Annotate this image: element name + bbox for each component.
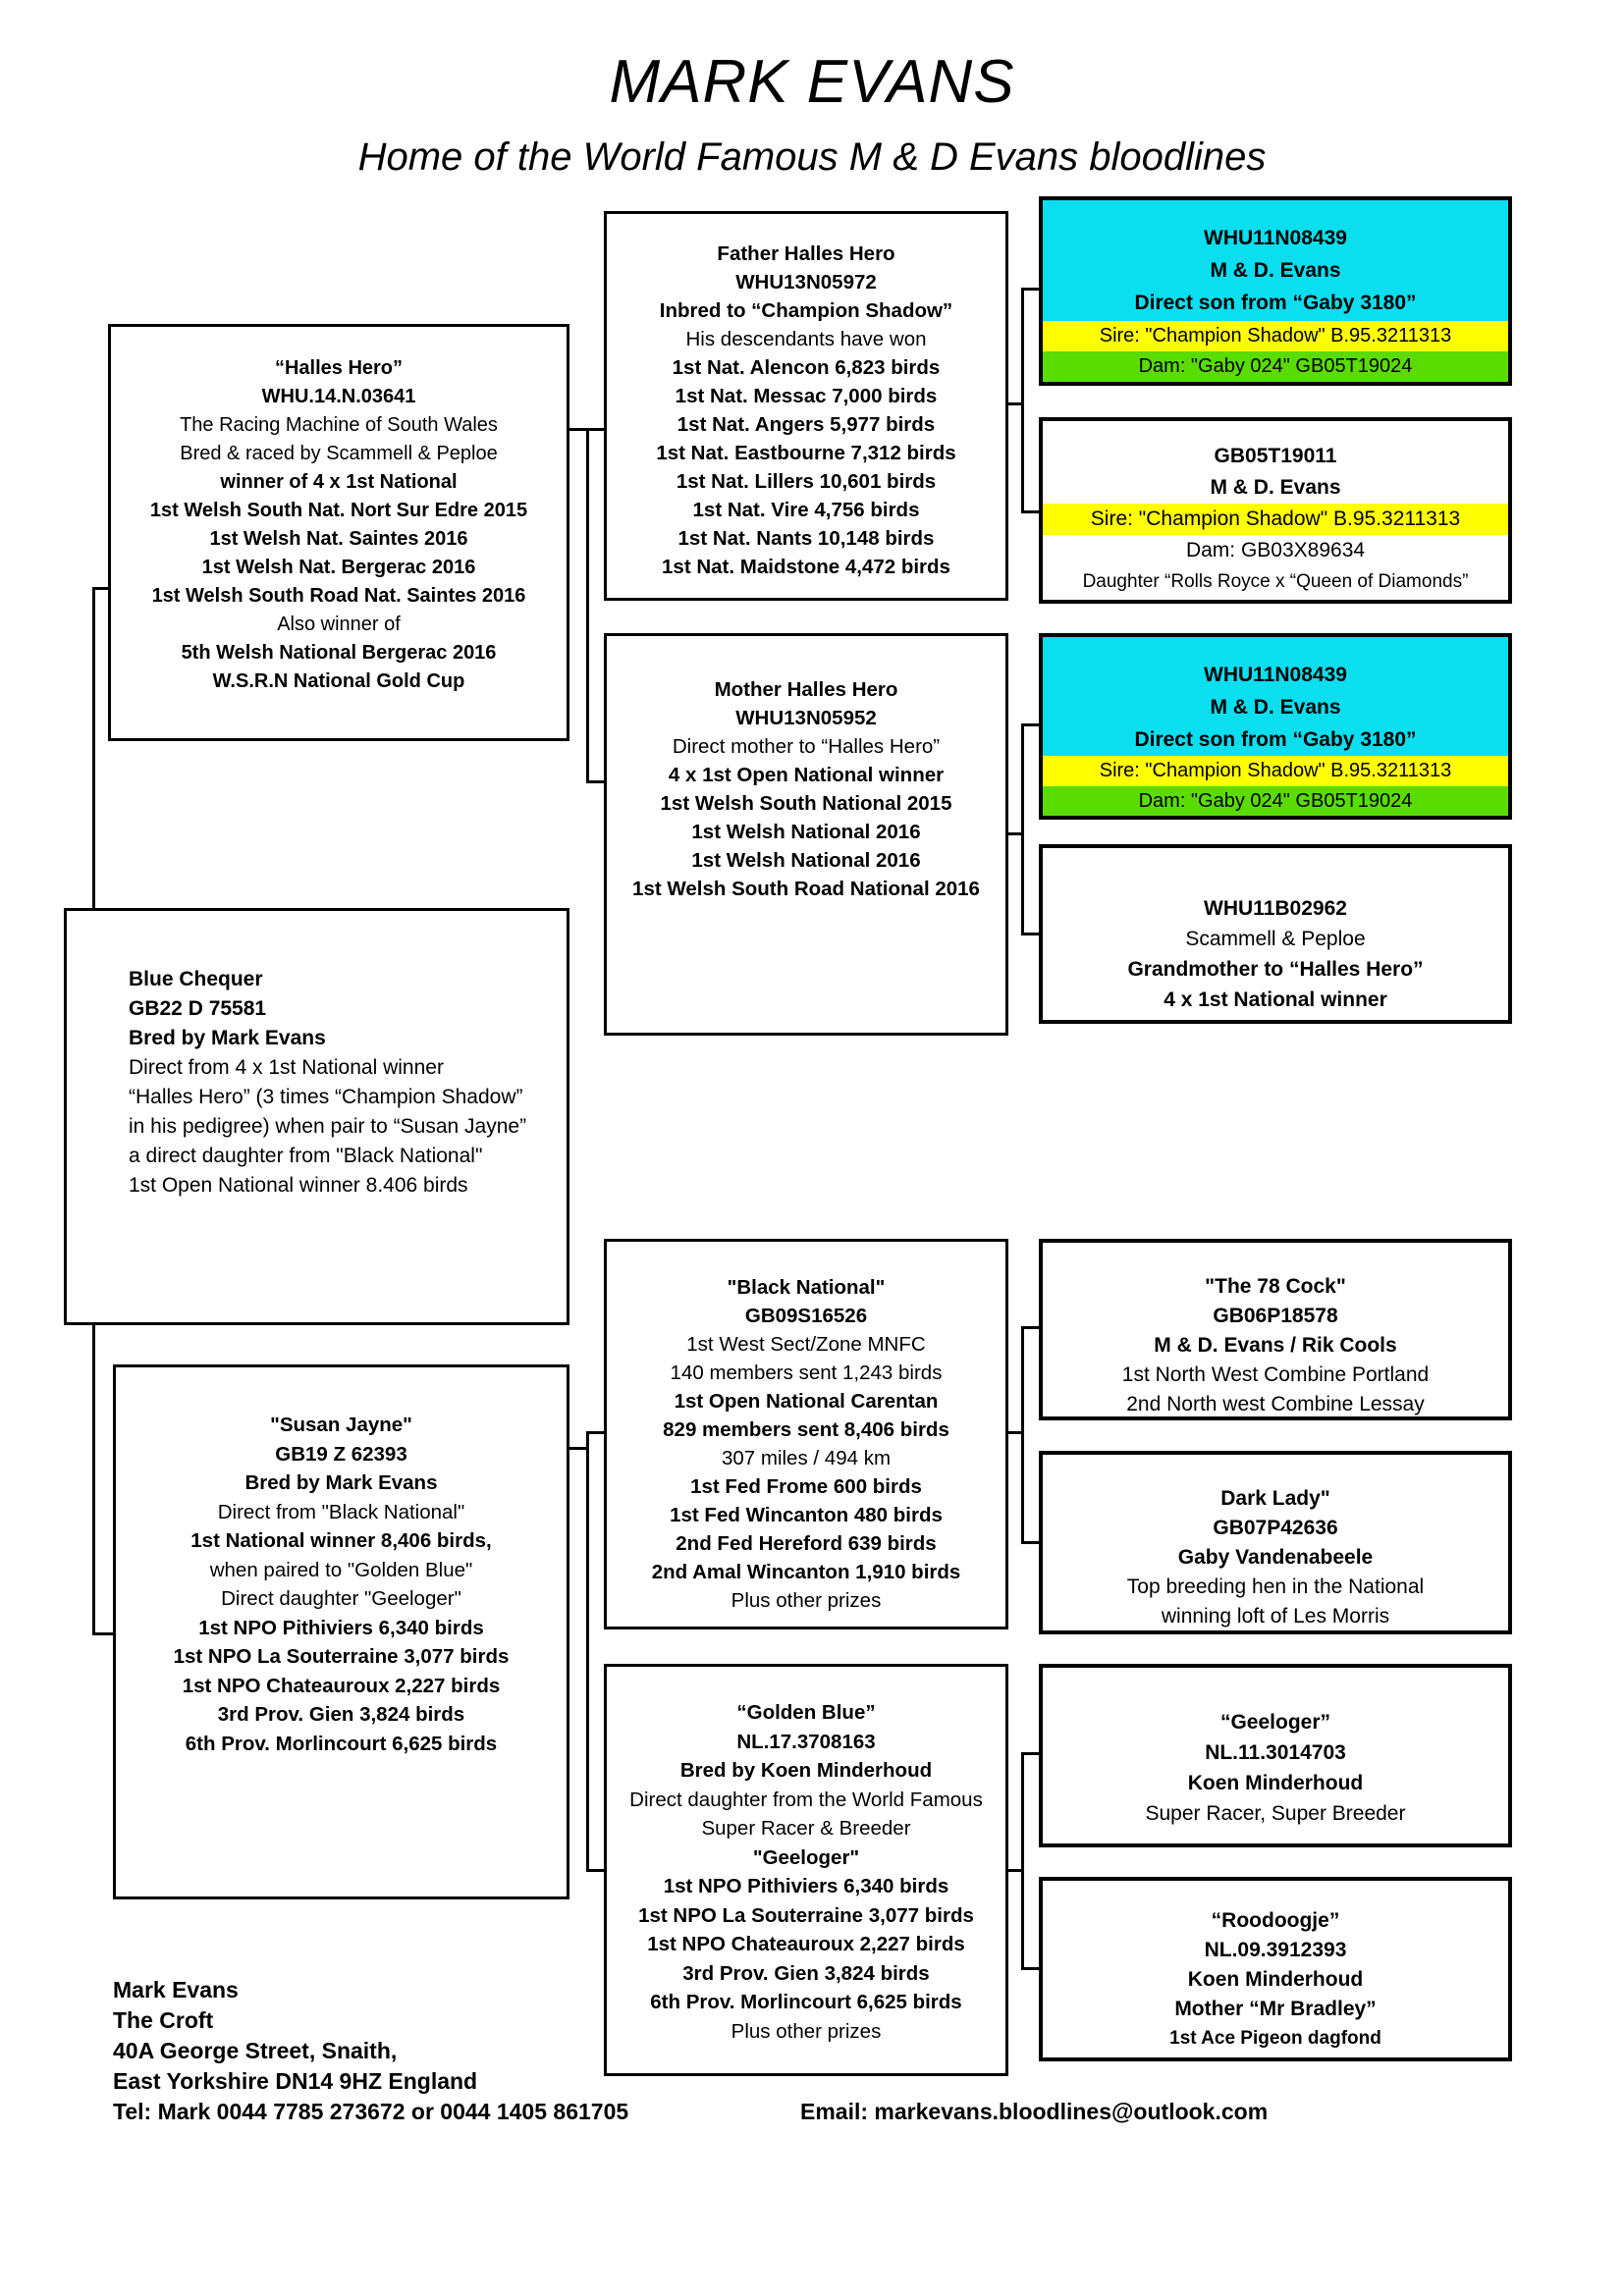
pedigree-box-halles-hero bbox=[108, 324, 569, 741]
pedigree-box-susan-jayne bbox=[113, 1364, 569, 1899]
pedigree-line: Dam: "Gaby 024" GB05T19024 bbox=[1043, 786, 1508, 817]
pedigree-line: Plus other prizes bbox=[731, 2019, 882, 2043]
pedigree-line: East Yorkshire DN14 9HZ England bbox=[113, 2068, 478, 2094]
connector-line bbox=[1021, 288, 1024, 513]
pedigree-line: Bred by Mark Evans bbox=[244, 1471, 438, 1494]
pedigree-line: 1st Ace Pigeon dagfond bbox=[1169, 2028, 1381, 2049]
pedigree-line: Sire: "Champion Shadow" B.95.3211313 bbox=[1043, 321, 1508, 351]
pedigree-line: Mark Evans bbox=[113, 1977, 239, 2002]
connector-line bbox=[1021, 723, 1039, 726]
pedigree-line: The Croft bbox=[113, 2007, 214, 2033]
pedigree-line: 1st NPO La Souterraine 3,077 birds bbox=[638, 1903, 974, 1927]
pedigree-line: 1st Nat. Nants 10,148 birds bbox=[677, 527, 935, 550]
connector-line bbox=[1021, 1752, 1039, 1755]
pedigree-line: “Roodoogje” bbox=[1211, 1909, 1340, 1932]
pedigree-line: Bred & raced by Scammell & Peploe bbox=[180, 443, 498, 464]
pedigree-line: 307 miles / 494 km bbox=[721, 1447, 892, 1469]
pedigree-line: 1st National winner 8,406 birds, bbox=[190, 1529, 492, 1552]
pedigree-line: GB09S16526 bbox=[744, 1305, 868, 1327]
connector-line bbox=[1021, 1326, 1039, 1329]
pedigree-line: in his pedigree) when pair to “Susan Jayne” bbox=[129, 1115, 527, 1138]
pedigree-line: Dark Lady" bbox=[1220, 1487, 1330, 1510]
pedigree-line: "The 78 Cock" bbox=[1205, 1275, 1346, 1298]
pedigree-line: “Geeloger” bbox=[1219, 1711, 1331, 1734]
pedigree-box-whu11b02962 bbox=[1039, 844, 1512, 1024]
pedigree-line: 1st Nat. Angers 5,977 birds bbox=[677, 413, 936, 436]
pedigree-line: 1st NPO Pithiviers 6,340 birds bbox=[663, 1875, 949, 1897]
pedigree-line: 1st Welsh South Road National 2016 bbox=[632, 878, 980, 900]
pedigree-line: Grandmother to “Halles Hero” bbox=[1127, 958, 1424, 981]
pedigree-line: 1st Nat. Maidstone 4,472 birds bbox=[662, 556, 950, 578]
pedigree-line: WHU11N08439 bbox=[1204, 227, 1347, 249]
pedigree-line: WHU.14.N.03641 bbox=[261, 386, 416, 407]
pedigree-line: Direct from 4 x 1st National winner bbox=[129, 1056, 444, 1079]
pedigree-line: winner of 4 x 1st National bbox=[220, 471, 458, 493]
pedigree-line: 1st Welsh South Road Nat. Saintes 2016 bbox=[151, 585, 526, 607]
pedigree-line: "Susan Jayne" bbox=[270, 1414, 412, 1436]
pedigree-line: Direct from "Black National" bbox=[217, 1500, 465, 1523]
pedigree-line: 1st Nat. Alencon 6,823 birds bbox=[672, 356, 941, 379]
connector-line bbox=[1021, 1752, 1024, 1970]
pedigree-line: a direct daughter from "Black National" bbox=[129, 1145, 483, 1167]
pedigree-line: 2nd Amal Wincanton 1,910 birds bbox=[651, 1561, 961, 1583]
pedigree-line: “Halles Hero” bbox=[274, 357, 404, 379]
pedigree-line: NL.17.3708163 bbox=[736, 1730, 876, 1753]
pedigree-line: GB19 Z 62393 bbox=[275, 1442, 407, 1466]
connector-line bbox=[1021, 723, 1024, 935]
pedigree-line: GB06P18578 bbox=[1213, 1305, 1338, 1327]
pedigree-box-mother-halles-hero bbox=[604, 633, 1008, 1036]
pedigree-line: 6th Prov. Morlincourt 6,625 birds bbox=[650, 1991, 962, 2013]
pedigree-line: W.S.R.N National Gold Cup bbox=[212, 670, 465, 692]
pedigree-line: WHU11N08439 bbox=[1204, 664, 1347, 686]
pedigree-line: M & D. Evans bbox=[1210, 259, 1341, 282]
pedigree-line: Blue Chequer bbox=[129, 968, 263, 990]
pedigree-box-father-halles-hero bbox=[604, 211, 1008, 601]
connector-line bbox=[1021, 1326, 1024, 1544]
pedigree-line: Direct daughter from the World Famous bbox=[629, 1788, 983, 1811]
pedigree-line: 1st Open National winner 8.406 birds bbox=[129, 1174, 468, 1197]
pedigree-line: Sire: "Champion Shadow" B.95.3211313 bbox=[1043, 504, 1508, 535]
pedigree-line: Direct son from “Gaby 3180” bbox=[1134, 292, 1417, 314]
pedigree-line: Tel: Mark 0044 7785 273672 or 0044 1405 861705 bbox=[113, 2099, 629, 2124]
footer-address bbox=[113, 1975, 628, 2127]
pedigree-box-blue-chequer bbox=[64, 908, 569, 1325]
pedigree-line: Dam: "Gaby 024" GB05T19024 bbox=[1043, 351, 1508, 382]
pedigree-line: winning loft of Les Morris bbox=[1161, 1605, 1390, 1628]
page-subtitle: Home of the World Famous M & D Evans bloodlines bbox=[357, 135, 1267, 179]
connector-line bbox=[1021, 933, 1039, 935]
pedigree-line: 1st NPO Pithiviers 6,340 birds bbox=[198, 1616, 484, 1639]
pedigree-line: Scammell & Peploe bbox=[1185, 928, 1366, 950]
connector-line bbox=[586, 1431, 606, 1434]
pedigree-line: Bred by Mark Evans bbox=[129, 1027, 326, 1049]
connector-line bbox=[586, 1431, 589, 1872]
pedigree-line: M & D. Evans bbox=[1210, 476, 1341, 499]
pedigree-line: The Racing Machine of South Wales bbox=[180, 414, 498, 436]
pedigree-box-whu11n08439-bottom bbox=[1039, 633, 1512, 820]
connector-line bbox=[586, 1869, 606, 1872]
pedigree-line: 1st Welsh South National 2015 bbox=[660, 792, 952, 815]
pedigree-line: GB05T19011 bbox=[1214, 445, 1337, 467]
pedigree-line: Super Racer, Super Breeder bbox=[1145, 1802, 1406, 1825]
pedigree-line: 2nd North west Combine Lessay bbox=[1126, 1393, 1425, 1415]
footer-email: Email: markevans.bloodlines@outlook.com bbox=[800, 2099, 1269, 2124]
pedigree-line: 1st Fed Frome 600 birds bbox=[690, 1475, 922, 1498]
connector-line bbox=[1021, 510, 1039, 513]
pedigree-line: 1st Nat. Lillers 10,601 birds bbox=[676, 470, 937, 493]
pedigree-line: Super Racer & Breeder bbox=[701, 1817, 911, 1840]
pedigree-line: 140 members sent 1,243 birds bbox=[670, 1362, 943, 1384]
pedigree-line: 1st Welsh South Nat. Nort Sur Edre 2015 bbox=[149, 500, 528, 521]
page-title: MARK EVANS bbox=[609, 48, 1015, 116]
pedigree-line: 4 x 1st Open National winner bbox=[668, 764, 945, 786]
pedigree-line: Plus other prizes bbox=[731, 1589, 882, 1612]
pedigree-line: GB07P42636 bbox=[1213, 1517, 1338, 1539]
pedigree-line: 40A George Street, Snaith, bbox=[113, 2038, 398, 2063]
pedigree-line: 1st Welsh National 2016 bbox=[691, 849, 921, 872]
pedigree-line: Bred by Koen Minderhoud bbox=[679, 1759, 933, 1782]
pedigree-line: 1st Nat. Vire 4,756 birds bbox=[692, 499, 920, 521]
pedigree-line: “Halles Hero” (3 times “Champion Shadow” bbox=[129, 1086, 523, 1108]
pedigree-line: Direct mother to “Halles Hero” bbox=[672, 735, 941, 758]
pedigree-line: 1st Welsh Nat. Bergerac 2016 bbox=[201, 557, 476, 578]
pedigree-line: 1st Nat. Messac 7,000 birds bbox=[675, 385, 938, 407]
pedigree-line: 1st Welsh National 2016 bbox=[691, 821, 921, 843]
pedigree-box-roodoogje bbox=[1039, 1877, 1512, 2061]
pedigree-line: Sire: "Champion Shadow" B.95.3211313 bbox=[1043, 756, 1508, 786]
pedigree-line: Mother “Mr Bradley” bbox=[1174, 1998, 1377, 2020]
pedigree-line: “Golden Blue” bbox=[736, 1701, 876, 1724]
pedigree-box-whu11n08439-top bbox=[1039, 196, 1512, 386]
pedigree-line: when paired to "Golden Blue" bbox=[209, 1558, 473, 1581]
pedigree-line: 1st NPO Chateauroux 2,227 birds bbox=[647, 1933, 965, 1955]
pedigree-box-black-national bbox=[604, 1239, 1008, 1629]
connector-line bbox=[1021, 288, 1039, 291]
pedigree-line: Mother Halles Hero bbox=[714, 678, 898, 701]
pedigree-line: 1st Fed Wincanton 480 birds bbox=[670, 1504, 943, 1526]
pedigree-line: 6th Prov. Morlincourt 6,625 birds bbox=[185, 1732, 498, 1755]
pedigree-box-dark-lady bbox=[1039, 1451, 1512, 1634]
pedigree-line: 1st Welsh Nat. Saintes 2016 bbox=[209, 528, 468, 550]
pedigree-box-geeloger bbox=[1039, 1664, 1512, 1847]
pedigree-line: M & D. Evans / Rik Cools bbox=[1154, 1334, 1397, 1357]
pedigree-line: 1st Nat. Eastbourne 7,312 birds bbox=[656, 442, 956, 464]
pedigree-line: 4 x 1st National winner bbox=[1164, 988, 1387, 1011]
pedigree-line: Top breeding hen in the National bbox=[1126, 1575, 1425, 1598]
pedigree-line: NL.09.3912393 bbox=[1204, 1939, 1347, 1961]
pedigree-line: 3rd Prov. Gien 3,824 birds bbox=[217, 1703, 465, 1726]
pedigree-line: 3rd Prov. Gien 3,824 birds bbox=[682, 1961, 930, 1985]
pedigree-box-golden-blue bbox=[604, 1664, 1008, 2076]
pedigree-line: Also winner of bbox=[277, 614, 401, 635]
pedigree-line: Direct son from “Gaby 3180” bbox=[1134, 728, 1417, 751]
pedigree-line: GB22 D 75581 bbox=[129, 997, 267, 1020]
pedigree-box-the-78-cock bbox=[1039, 1239, 1512, 1420]
pedigree-line: WHU13N05972 bbox=[735, 271, 877, 294]
pedigree-line: NL.11.3014703 bbox=[1205, 1741, 1346, 1764]
connector-line bbox=[1021, 1967, 1039, 1970]
pedigree-line: His descendants have won bbox=[685, 328, 927, 350]
pedigree-line: 1st NPO La Souterraine 3,077 birds bbox=[173, 1645, 510, 1668]
pedigree-line: Direct daughter "Geeloger" bbox=[221, 1587, 461, 1610]
pedigree-line: 1st West Sect/Zone MNFC bbox=[686, 1333, 926, 1356]
pedigree-line: 829 members sent 8,406 birds bbox=[663, 1418, 949, 1441]
pedigree-line: Koen Minderhoud bbox=[1187, 1968, 1364, 1991]
pedigree-line: Koen Minderhoud bbox=[1187, 1772, 1364, 1794]
pedigree-line: 1st North West Combine Portland bbox=[1121, 1363, 1430, 1386]
connector-line bbox=[1021, 1541, 1039, 1544]
pedigree-line: 1st NPO Chateauroux 2,227 birds bbox=[182, 1674, 501, 1697]
pedigree-line: 5th Welsh National Bergerac 2016 bbox=[181, 642, 497, 664]
pedigree-line: Inbred to “Champion Shadow” bbox=[659, 299, 953, 322]
pedigree-line: WHU13N05952 bbox=[735, 707, 877, 729]
pedigree-line: 2nd Fed Hereford 639 birds bbox=[676, 1532, 937, 1555]
pedigree-line: Daughter “Rolls Royce x “Queen of Diamonds” bbox=[1082, 571, 1469, 592]
pedigree-line: 1st Open National Carentan bbox=[674, 1390, 939, 1413]
pedigree-line: Gaby Vandenabeele bbox=[1177, 1546, 1374, 1569]
pedigree-line: "Geeloger" bbox=[752, 1845, 860, 1869]
pedigree-line: Dam: GB03X89634 bbox=[1185, 539, 1366, 561]
pedigree-line: Father Halles Hero bbox=[717, 242, 895, 265]
pedigree-line: "Black National" bbox=[727, 1276, 886, 1299]
pedigree-line: WHU11B02962 bbox=[1204, 897, 1347, 920]
connector-line bbox=[586, 780, 606, 783]
pedigree-box-gb05t19011 bbox=[1039, 417, 1512, 604]
connector-line bbox=[586, 428, 589, 783]
pedigree-line: M & D. Evans bbox=[1210, 696, 1341, 719]
